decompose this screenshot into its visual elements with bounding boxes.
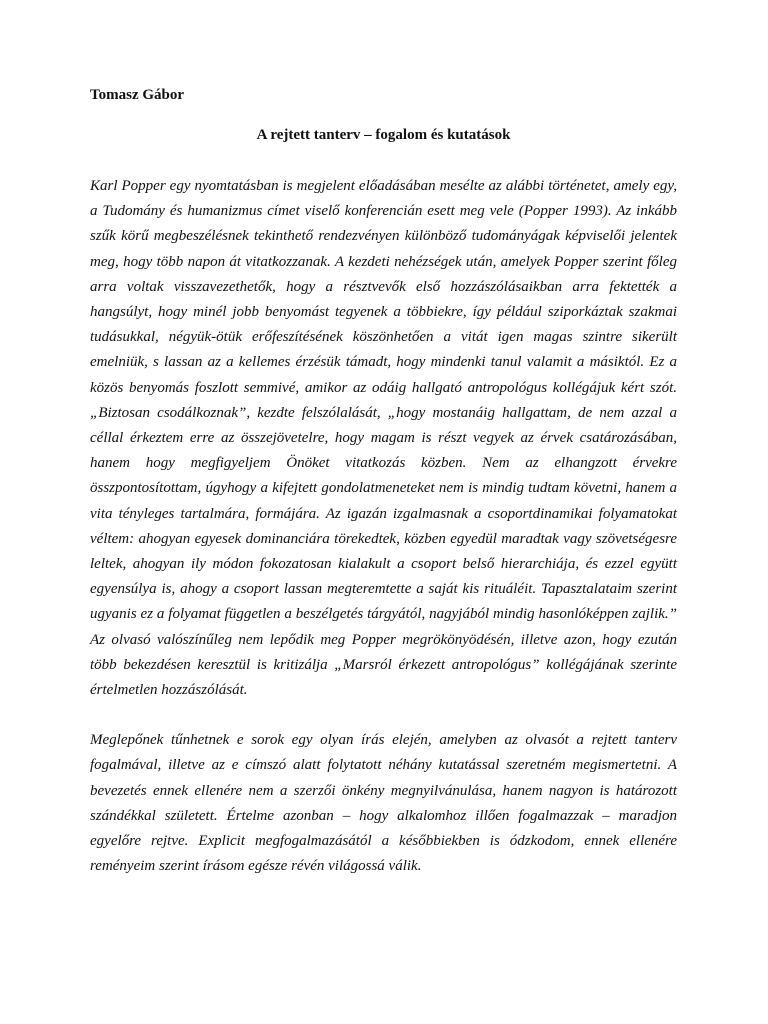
author-name: Tomasz Gábor — [90, 87, 185, 103]
document-title: A rejtett tanterv – fogalom és kutatások — [256, 127, 511, 143]
paragraph-2: Meglepőnek tűnhetnek e sorok egy olyan írás elején, amelyben az olvasót a rejtett tanterv fogalmával, illetve az e címszó alatt folytatott néhány kutatással szeretném megismertetni. A bevezetés ennek ellenére nem a szerzői önkény megnyilvánulása, hanem nagyon is határozott szándékkal született. Értelme azonban – hogy alkalomhoz illően fogalmazzak – maradjon egyelőre rejtve. Explicit megfogalmazásától a későbbiekben is ódzkodom, ennek ellenére reményeim szerint írásom egésze révén világossá válik. — [90, 732, 677, 875]
paragraph-1: Karl Popper egy nyomtatásban is megjelent előadásában mesélte az alábbi történetet, amely egy, a Tudomány és humanizmus címet viselő konferencián esett meg vele (Popper 1993). Az inkább szűk körű megbeszélésnek tekinthető rendezvényen különböző tudományágak képviselői jelentek meg, hogy több napon át vitatkozzanak. A kezdeti nehézségek után, amelyek Popper szerint főleg arra voltak visszavezethetők, hogy a résztvevők első hozzászólásaikban arra fektették a hangsúlyt, hogy minél jobb benyomást tegyenek a többiekre, így például sziporkáztak szakmai tudásukkal, négyük-ötük erőfeszítésének köszönhetően a vitát igen magas szintre sikerült emelniük, s lassan az a kellemes érzésük támadt, hogy mindenki tanul valamit a másiktól. Ez a közös benyomás foszlott semmivé, amikor az odáig hallgató antropológus kollégájuk kért szót. „Biztosan csodálkoznak”, kezdte felszólalását, „hogy mostanáig hallgattam, de nem azzal a céllal érkeztem erre az összejövetelre, hogy magam is részt vegyek az érvek csatározásában, hanem hogy megfigyeljem Önöket vitatkozás közben. Nem az elhangzott érvekre összpontosítottam, úgyhogy a kifejtett gondolatmeneteket nem is mindig tudtam követni, hanem a vita tényleges tartalmára, formájára. Az igazán izgalmasnak a csoportdinamikai folyamatokat véltem: ahogyan egyesek dominanciára törekedtek, közben egyedül maradtak vagy szövetségesre leltek, ahogyan ily módon fokozatosan kialakult a csoport belső hierarchiája, és ezzel együtt egyensúlya is, ahogy a csoport lassan megteremtette a saját kis rituáléit. Tapasztalataim szerint ugyanis ez a folyamat független a beszélgetés tárgyától, nagyjából mindig hasonlóképpen zajlik.” Az olvasó valószínűleg nem lepődik meg Popper megrökönyödésén, illetve azon, hogy ezután több bekezdésen keresztül is kritizálja „Marsról érkezett antropológus” kollégájának szerinte értelmetlen hozzászólását. — [90, 178, 677, 699]
document-page — [90, 84, 677, 879]
